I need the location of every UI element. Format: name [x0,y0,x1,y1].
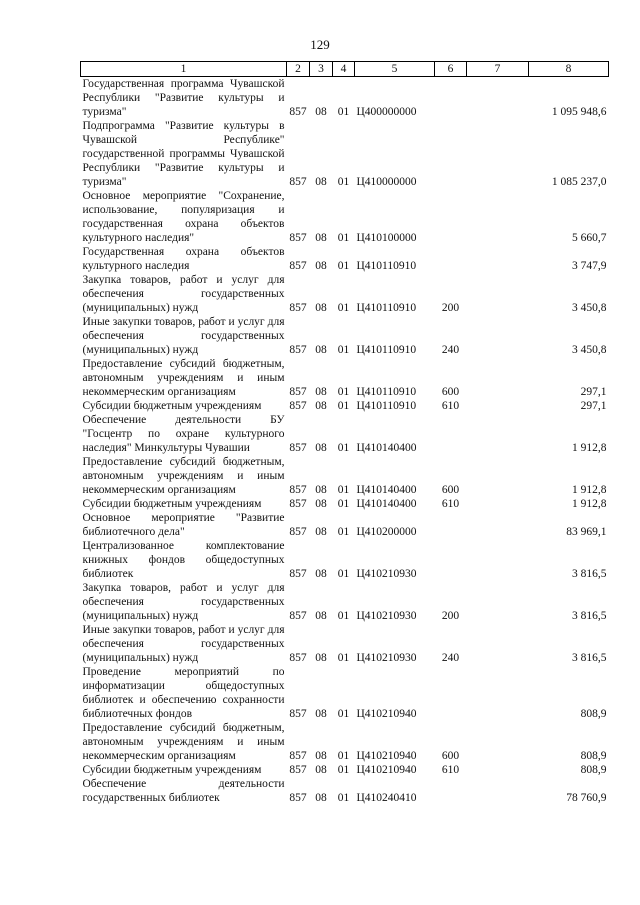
row-code-section: 08 [315,442,327,454]
table-row [81,511,609,539]
row-code-ministry: 857 [289,176,307,188]
row-code-target-article: Ц410000000 [356,176,417,188]
row-name: Подпрограмма "Развитие культуры в Чувашской Республике" государственной программы Чувашской Республики "Развитие культуры и туризма" [82,120,285,188]
row-code-ministry: 857 [289,232,307,244]
row-amount: 1 095 948,6 [551,106,607,118]
row-col-7 [467,399,529,413]
column-header: 4 [333,62,355,77]
row-amount: 3 816,5 [572,610,607,622]
row-code-expense-type: 200 [441,302,460,314]
table-header-row [81,62,609,77]
column-header: 2 [287,62,310,77]
row-code-section: 08 [315,232,327,244]
row-code-section: 08 [315,610,327,622]
row-code-target-article: Ц410240410 [356,792,417,804]
row-col-7 [467,315,529,357]
table-row [81,357,609,399]
column-header: 5 [355,62,435,77]
row-amount: 3 450,8 [572,344,607,356]
row-code-target-article: Ц410210940 [356,764,417,776]
row-amount: 5 660,7 [572,232,607,244]
row-code-subsection: 01 [337,652,350,664]
row-code-expense-type: 610 [441,764,460,776]
row-name: Закупка товаров, работ и услуг для обеспечения государственных (муниципальных) нужд [82,582,285,622]
row-name: Обеспечение деятельности государственных библиотек [82,778,285,804]
row-amount: 1 085 237,0 [551,176,607,188]
budget-table [80,61,609,805]
row-code-subsection: 01 [337,568,350,580]
row-code-expense-type: 600 [441,484,460,496]
row-code-target-article: Ц410210940 [356,708,417,720]
column-header: 8 [529,62,609,77]
row-amount: 3 747,9 [572,260,607,272]
row-code-expense-type [435,189,467,245]
row-code-ministry: 857 [289,386,307,398]
row-code-expense-type: 600 [441,386,460,398]
row-name: Проведение мероприятий по информатизации общедоступных библиотек и обеспечению сохранности библиотечных фондов [82,666,285,720]
row-code-ministry: 857 [289,344,307,356]
table-row [81,189,609,245]
row-code-expense-type: 600 [441,750,460,762]
row-col-7 [467,511,529,539]
row-amount: 3 450,8 [572,302,607,314]
row-name: Иные закупки товаров, работ и услуг для обеспечения государственных (муниципальных) нужд [82,316,285,356]
row-code-section: 08 [315,764,327,776]
row-code-ministry: 857 [289,568,307,580]
row-code-ministry: 857 [289,764,307,776]
row-code-subsection: 01 [337,526,350,538]
row-code-section: 08 [315,750,327,762]
row-code-subsection: 01 [337,792,350,804]
row-code-subsection: 01 [337,386,350,398]
row-code-subsection: 01 [337,750,350,762]
row-code-ministry: 857 [289,792,307,804]
row-code-expense-type [435,777,467,805]
row-code-ministry: 857 [289,652,307,664]
row-name: Иные закупки товаров, работ и услуг для обеспечения государственных (муниципальных) нужд [82,624,285,664]
table-row [81,77,609,120]
table-row [81,399,609,413]
row-name: Субсидии бюджетным учреждениям [82,764,262,776]
row-code-subsection: 01 [337,232,350,244]
row-col-7 [467,455,529,497]
row-code-subsection: 01 [337,484,350,496]
table-row [81,119,609,189]
table-row [81,763,609,777]
row-code-section: 08 [315,344,327,356]
row-name: Закупка товаров, работ и услуг для обеспечения государственных (муниципальных) нужд [82,274,285,314]
table-row [81,413,609,455]
row-code-section: 08 [315,386,327,398]
row-amount: 808,9 [580,708,607,720]
row-name: Централизованное комплектование книжных фондов общедоступных библиотек [82,540,285,580]
row-code-subsection: 01 [337,442,350,454]
row-name: Субсидии бюджетным учреждениям [82,498,262,510]
row-code-expense-type: 240 [441,344,460,356]
row-code-expense-type: 610 [441,400,460,412]
row-code-target-article: Ц410210930 [356,652,417,664]
page-number: 129 [310,37,330,52]
row-code-subsection: 01 [337,764,350,776]
row-code-target-article: Ц410110910 [356,302,417,314]
row-name: Обеспечение деятельности БУ "Госцентр по охране культурного наследия" Минкультуры Чувашии [82,414,285,454]
row-code-subsection: 01 [337,610,350,622]
row-name: Предоставление субсидий бюджетным, автономным учреждениям и иным некоммерческим организациям [82,358,285,398]
row-code-target-article: Ц410110910 [356,386,417,398]
row-code-subsection: 01 [337,302,350,314]
table-row [81,623,609,665]
table-row [81,315,609,357]
row-col-7 [467,497,529,511]
row-code-ministry: 857 [289,498,307,510]
row-code-target-article: Ц410200000 [356,526,417,538]
table-row [81,273,609,315]
row-col-7 [467,357,529,399]
row-code-ministry: 857 [289,442,307,454]
row-code-expense-type [435,119,467,189]
row-code-section: 08 [315,498,327,510]
row-code-subsection: 01 [337,260,350,272]
row-name: Основное мероприятие "Сохранение, использование, популяризация и государственная охрана объектов культурного наследия" [82,190,285,244]
row-col-7 [467,413,529,455]
row-col-7 [467,777,529,805]
table-row [81,245,609,273]
row-code-expense-type: 200 [441,610,460,622]
row-col-7 [467,623,529,665]
row-code-ministry: 857 [289,526,307,538]
row-code-section: 08 [315,792,327,804]
table-row [81,777,609,805]
row-amount: 78 760,9 [566,792,607,804]
table-row [81,581,609,623]
row-code-target-article: Ц410100000 [356,232,417,244]
row-code-target-article: Ц410210930 [356,610,417,622]
row-code-subsection: 01 [337,344,350,356]
row-name: Основное мероприятие "Развитие библиотечного дела" [82,512,285,538]
row-code-target-article: Ц410140400 [356,442,417,454]
row-code-target-article: Ц410110910 [356,400,417,412]
row-code-subsection: 01 [337,400,350,412]
row-col-7 [467,721,529,763]
table-row [81,497,609,511]
row-code-section: 08 [315,568,327,580]
row-code-expense-type [435,539,467,581]
row-code-target-article: Ц400000000 [356,106,417,118]
row-amount: 1 912,8 [572,442,607,454]
row-code-expense-type [435,77,467,120]
row-name: Государственная охрана объектов культурного наследия [82,246,285,272]
row-amount: 83 969,1 [566,526,607,538]
row-code-target-article: Ц410110910 [356,260,417,272]
row-code-section: 08 [315,106,327,118]
row-amount: 808,9 [580,750,607,762]
table-body [81,77,609,806]
row-col-7 [467,245,529,273]
row-code-target-article: Ц410140400 [356,498,417,510]
column-header: 1 [81,62,287,77]
row-amount: 1 912,8 [572,484,607,496]
row-code-target-article: Ц410140400 [356,484,417,496]
row-code-section: 08 [315,652,327,664]
table-row [81,539,609,581]
table-row [81,665,609,721]
column-header: 7 [467,62,529,77]
row-code-section: 08 [315,400,327,412]
table-row [81,455,609,497]
row-code-ministry: 857 [289,106,307,118]
row-code-ministry: 857 [289,708,307,720]
row-code-ministry: 857 [289,260,307,272]
row-code-target-article: Ц410210940 [356,750,417,762]
row-col-7 [467,77,529,120]
row-code-expense-type [435,413,467,455]
row-col-7 [467,119,529,189]
row-code-expense-type [435,665,467,721]
row-code-expense-type: 610 [441,498,460,510]
row-col-7 [467,665,529,721]
row-code-ministry: 857 [289,610,307,622]
row-code-ministry: 857 [289,484,307,496]
row-code-expense-type: 240 [441,652,460,664]
row-code-subsection: 01 [337,176,350,188]
row-code-section: 08 [315,260,327,272]
column-header: 6 [435,62,467,77]
table-row [81,721,609,763]
row-col-7 [467,539,529,581]
row-name: Предоставление субсидий бюджетным, автономным учреждениям и иным некоммерческим организациям [82,722,285,762]
row-amount: 297,1 [580,386,607,398]
row-col-7 [467,189,529,245]
row-code-ministry: 857 [289,750,307,762]
row-code-subsection: 01 [337,498,350,510]
row-col-7 [467,273,529,315]
row-name: Государственная программа Чувашской Республики "Развитие культуры и туризма" [82,78,285,118]
row-code-section: 08 [315,302,327,314]
column-header: 3 [310,62,333,77]
row-amount: 808,9 [580,764,607,776]
row-amount: 3 816,5 [572,652,607,664]
row-code-section: 08 [315,176,327,188]
row-code-section: 08 [315,484,327,496]
row-code-subsection: 01 [337,106,350,118]
row-name: Предоставление субсидий бюджетным, автономным учреждениям и иным некоммерческим организациям [82,456,285,496]
row-name: Субсидии бюджетным учреждениям [82,400,262,412]
row-col-7 [467,581,529,623]
row-code-expense-type [435,511,467,539]
row-amount: 297,1 [580,400,607,412]
row-code-expense-type [435,245,467,273]
row-amount: 3 816,5 [572,568,607,580]
row-code-section: 08 [315,526,327,538]
row-col-7 [467,763,529,777]
row-code-target-article: Ц410110910 [356,344,417,356]
row-code-subsection: 01 [337,708,350,720]
row-code-ministry: 857 [289,400,307,412]
row-amount: 1 912,8 [572,498,607,510]
row-code-section: 08 [315,708,327,720]
row-code-ministry: 857 [289,302,307,314]
row-code-target-article: Ц410210930 [356,568,417,580]
